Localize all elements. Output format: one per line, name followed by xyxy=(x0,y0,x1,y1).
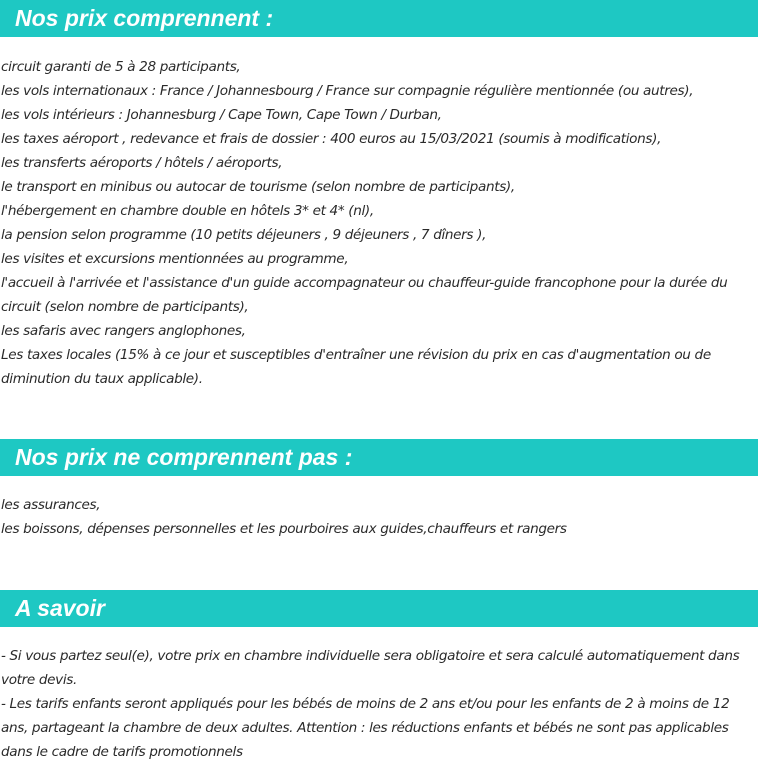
list-item: les vols intérieurs : Johannesburg / Cape Town, Cape Town / Durban, xyxy=(1,107,442,123)
section-header-included: Nos prix comprennent : xyxy=(0,0,758,37)
list-item: les assurances, xyxy=(1,497,101,513)
list-item: les taxes aéroport , redevance et frais de dossier : 400 euros au 15/03/2021 (soumis à modifications), xyxy=(1,131,662,147)
list-item: l'accueil à l'arrivée et l'assistance d'un guide accompagnateur ou chauffeur-guide francophone pour la durée du circuit (selon nombre de participants), xyxy=(1,275,728,315)
not-included-list xyxy=(1,493,753,541)
list-item: la pension selon programme (10 petits déjeuners , 9 déjeuners , 7 dîners ), xyxy=(1,227,487,243)
list-item: le transport en minibus ou autocar de tourisme (selon nombre de participants), xyxy=(1,179,515,195)
list-item: - Si vous partez seul(e), votre prix en chambre individuelle sera obligatoire et sera calculé automatiquement dans votre devis. xyxy=(1,648,740,688)
list-item: Les taxes locales (15% à ce jour et susceptibles d'entraîner une révision du prix en cas d'augmentation ou de diminution du taux applicable). xyxy=(1,347,711,387)
a-savoir-list xyxy=(1,644,753,764)
list-item: les boissons, dépenses personnelles et les pourboires aux guides,chauffeurs et rangers xyxy=(1,521,567,537)
list-item: les vols internationaux : France / Johannesbourg / France sur compagnie régulière mentionnée (ou autres), xyxy=(1,83,694,99)
list-item: les visites et excursions mentionnées au programme, xyxy=(1,251,349,267)
list-item: - Les tarifs enfants seront appliqués pour les bébés de moins de 2 ans et/ou pour les enfants de 2 à moins de 12 ans, partageant la chambre de deux adultes. Attention : les réductions enfants et bébés ne sont pas applicables dans le cadre de tarifs promotionnels xyxy=(1,696,730,760)
included-list xyxy=(1,55,753,391)
list-item: les safaris avec rangers anglophones, xyxy=(1,323,246,339)
list-item: l'hébergement en chambre double en hôtels 3* et 4* (nl), xyxy=(1,203,374,219)
section-header-not-included: Nos prix ne comprennent pas : xyxy=(0,439,758,476)
list-item: les transferts aéroports / hôtels / aéroports, xyxy=(1,155,283,171)
section-header-a-savoir: A savoir xyxy=(0,590,758,627)
list-item: circuit garanti de 5 à 28 participants, xyxy=(1,59,241,75)
